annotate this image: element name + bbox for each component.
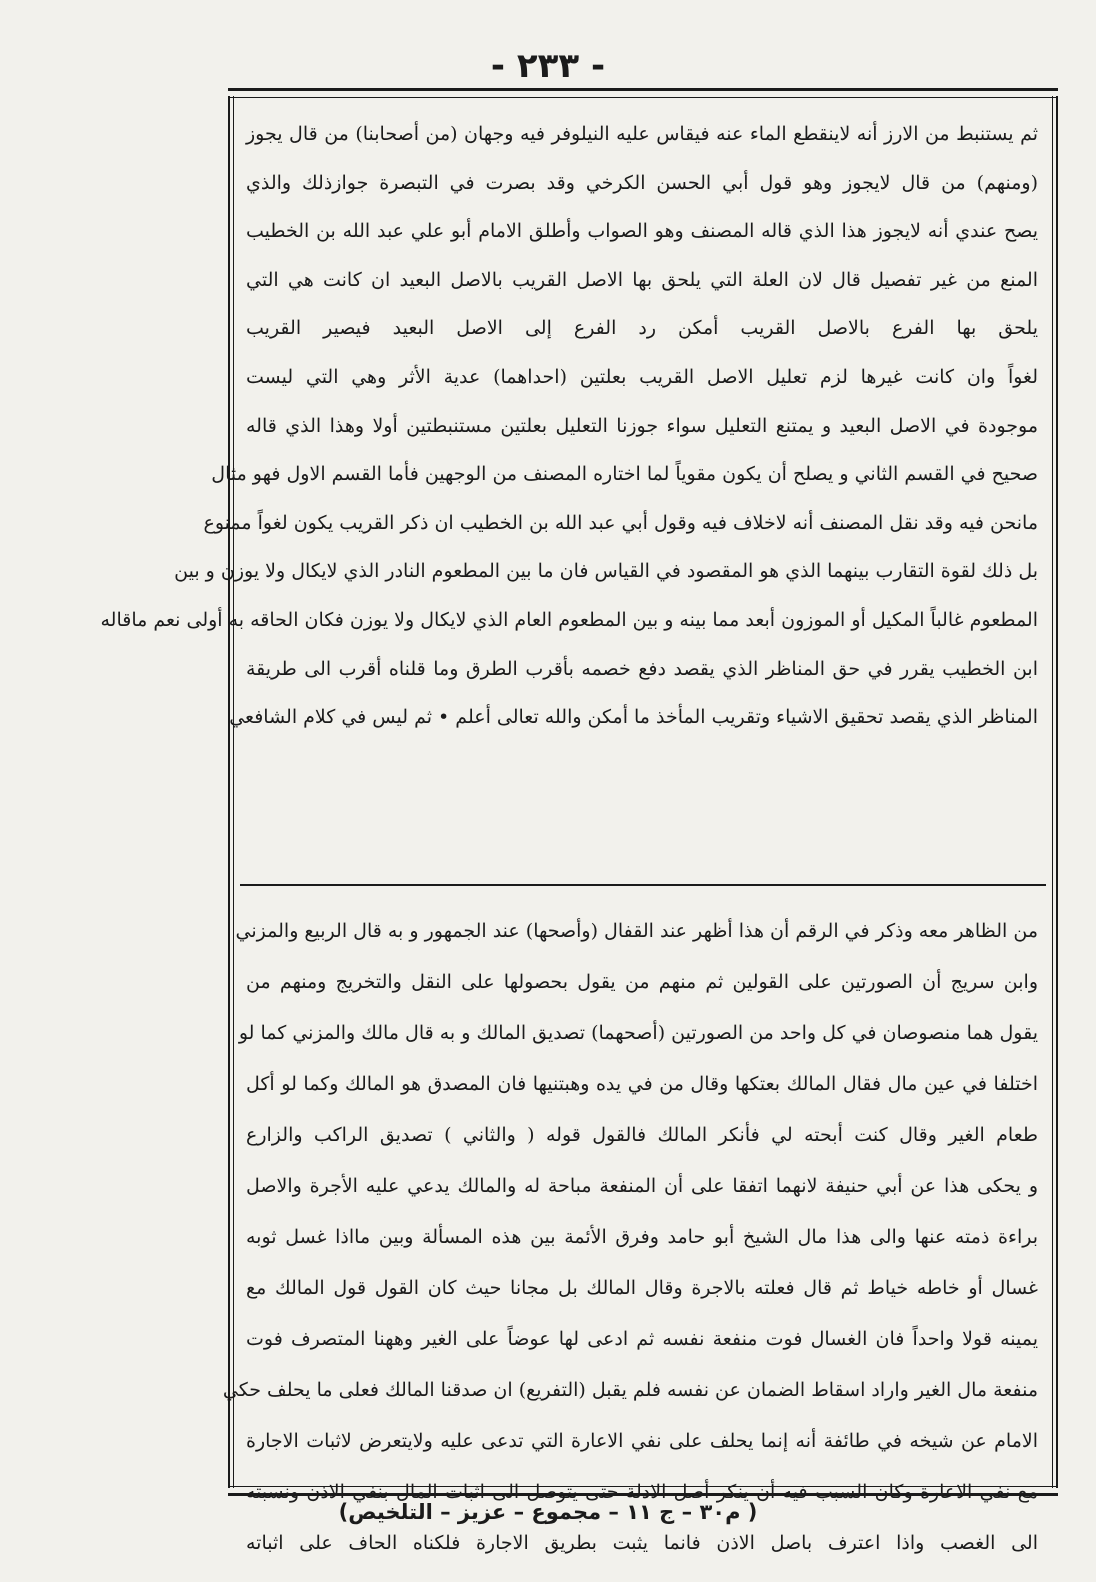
left-border-rule [228,96,234,1488]
commentary-line: (ومنهم) من قال لايجوز وهو قول أبي الحسن الكرخي وقد بصرت في التبصرة جوازذلك والذي [246,171,1038,194]
commentary-line: بل ذلك لقوة التقارب بينهما الذي هو المقصود في القياس فان ما بين المطعوم النادر الذي لايكال ولا يوزن و بين [174,560,1038,583]
bottom-border-rule [228,1486,1058,1496]
commentary-line: يلحق بها الفرع بالاصل القريب أمكن رد الفرع إلى الاصل البعيد فيصير القريب [246,317,1038,340]
commentary-line: مانحن فيه وقد نقل المصنف أنه لاخلاف فيه وقول أبي عبد الله بن الخطيب ان ذكر القريب يكون لغواً ممنوع [203,511,1038,534]
commentary-line: موجودة في الاصل البعيد و يمتنع التعليل سواء جوزنا التعليل بعلتين مستنبطتين أولا وهذا الذي قاله [246,414,1038,437]
commentary-line: لغواً وان كانت غيرها لزم تعليل الاصل القريب بعلتين (احداهما) عدية الأثر وهي التي ليست [246,365,1038,388]
top-border-rule [228,88,1058,98]
main-line: الى الغصب واذا اعترف باصل الاذن فانما يثبت بطريق الاجارة فلكناه الحاف على اثباته [246,1532,1038,1554]
main-line: طعام الغير وقال كنت أبحته لي فأنكر المالك فالقول قوله ( والثاني ) تصديق الراكب والزارع [246,1124,1038,1146]
commentary-line: المطعوم غالباً المكيل أو الموزون أبعد مما بينه و بين المطعوم العام الذي لايكال ولا يوزن فكان الحاقه به أولى نعم ماقاله [100,608,1038,631]
footer-signature: ( م٣٠ – ج ١١ – مجموع – عزيز – التلخيص) [338,1500,758,1524]
commentary-line: ثم يستنبط من الارز أنه لاينقطع الماء عنه فيقاس عليه النيلوفر فيه وجهان (من أصحابنا) من قال يجوز [246,123,1038,145]
right-border-rule [1052,96,1058,1488]
commentary-line: ابن الخطيب يقرر في حق المناظر الذي يقصد دفع خصمه بأقرب الطرق وما قلناه أقرب الى طريقة [246,657,1038,680]
section-divider [240,884,1046,886]
main-line: مع نفي الاعارة وكان السبب فيه أن ينكر أصل الادلة حتى يتوصل الى اثبات المال بنفي الاذن ونسبته [246,1481,1038,1503]
commentary-line: المناظر الذي يقصد تحقيق الاشياء وتقريب المأخذ ما أمكن والله تعالى أعلم • ثم ليس في كلام الشافعي [229,706,1038,729]
main-line: يقول هما منصوصان في كل واحد من الصورتين (أصحهما) تصديق المالك و به قال مالك والمزني كما لو [238,1022,1038,1044]
main-line: يمينه قولا واحداً فان الغسال فوت منفعة نفسه ثم ادعى لها عوضاً على الغير وههنا المتصرف فوت [246,1328,1038,1350]
main-line: و يحكى هذا عن أبي حنيفة لانهما اتفقا على أن المنفعة مباحة له والمالك يدعي عليه الأجرة والاصل [246,1175,1038,1197]
main-line: اختلفا في عين مال فقال المالك بعتكها وقال من في يده وهبتنيها فان المصدق هو المالك وكما لو أكل [246,1073,1038,1095]
page-number: - ٢٣٣ - [490,46,606,86]
main-line: غسال أو خاطه خياط ثم قال فعلته بالاجرة وقال المالك بل مجانا حيث كان القول قول المالك مع [246,1277,1038,1299]
main-line: منفعة مال الغير واراد اسقاط الضمان عن نفسه فلم يقبل (التفريع) ان صدقنا المالك فعلى ما يحلف حكي [222,1379,1038,1401]
main-line: براءة ذمته عنها والى هذا مال الشيخ أبو حامد وفرق الأئمة بين هذه المسألة وبين مااذا غسل ثوبه [246,1226,1038,1248]
commentary-line: يصح عندي أنه لايجوز هذا الذي قاله المصنف وهو الصواب وأطلق الامام أبو علي عبد الله بن الخطيب [246,220,1039,243]
main-line: من الظاهر معه وذكر في الرقم أن هذا أظهر عند القفال (وأصحها) عند الجمهور و به قال الربيع والمزني [235,920,1038,942]
commentary-line: صحيح في القسم الثاني و يصلح أن يكون مقوياً لما اختاره المصنف من الوجهين فأما القسم الاول فهو مثال [211,463,1038,486]
commentary-line: المنع من غير تفصيل قال لان العلة التي يلحق بها الاصل القريب بالاصل البعيد ان كانت هي التي [246,268,1038,291]
commentary-text-block [100,110,1039,742]
main-line: الامام عن شيخه في طائفة أنه إنما يحلف على نفي الاعارة التي تدعى عليه ولايتعرض لاثبات الاجارة [246,1430,1038,1452]
main-text-block [222,906,1038,1569]
main-line: وابن سريج أن الصورتين على القولين ثم منهم من يقول بحصولها على النقل والتخريج ومنهم من [246,971,1038,993]
